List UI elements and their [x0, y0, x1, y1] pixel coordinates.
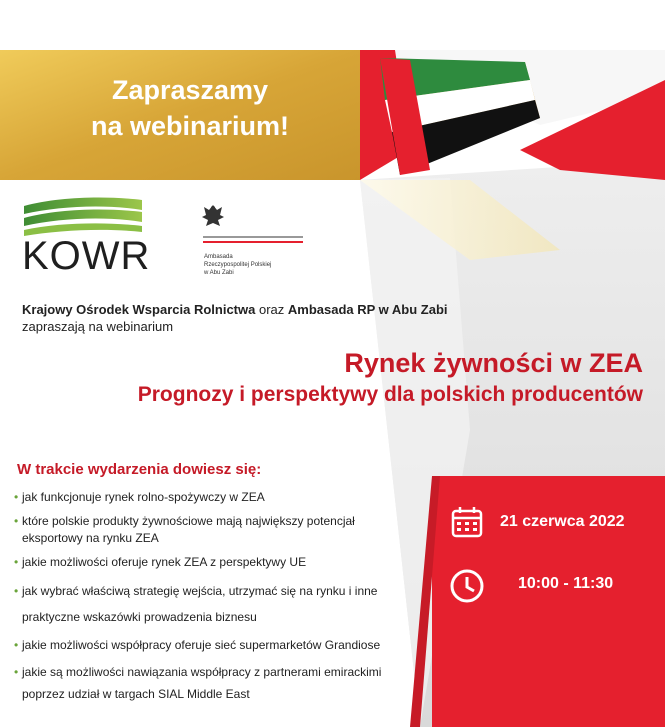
list-item: • jakie są możliwości nawiązania współpracy z partnerami emirackimi poprzez udział w targach SIAL Middle East — [14, 661, 414, 705]
invite-line-2: na webinarium! — [90, 111, 290, 141]
list-item: • które polskie produkty żywnościowe mają największy potencjał eksportowy na rynku ZEA — [14, 514, 355, 545]
kowr-logo-icon — [24, 198, 142, 236]
embassy-line-2: Rzeczypospolitej Polskiej — [204, 262, 272, 268]
organizers-connector: oraz — [255, 302, 288, 317]
event-time: 10:00 - 11:30 — [518, 575, 614, 592]
learn-heading: W trakcie wydarzenia dowiesz się: — [17, 461, 262, 478]
list-item: • jak funkcjonuje rynek rolno-spożywczy w ZEA — [14, 490, 265, 504]
list-item: • jakie możliwości współpracy oferuje sieć supermarketów Grandiose — [14, 638, 381, 652]
embassy-line-3: w Abu Zabi — [204, 270, 234, 276]
webinar-title — [138, 347, 643, 409]
kowr-logo-text: KOWR — [22, 234, 151, 278]
uae-flag-icon — [380, 58, 540, 175]
title-subtitle: Prognozy i perspektywy dla polskich producentów — [137, 383, 643, 406]
invite-line-1: Zapraszamy — [111, 75, 269, 105]
organizer-embassy: Ambasada RP w Abu Zabi — [287, 302, 448, 317]
bullet-icon: • — [14, 514, 19, 528]
bullet-icon: • — [14, 555, 19, 569]
organizer-kowr: Krajowy Ośrodek Wsparcia Rolnictwa — [22, 302, 256, 317]
learn-list — [14, 489, 424, 712]
bullet-icon: • — [14, 638, 19, 652]
list-item: • jak wybrać właściwą strategię wejścia, utrzymać się na rynku i inne praktyczne wskazówki prowadzenia biznesu — [14, 578, 384, 630]
bullet-icon: • — [14, 665, 19, 679]
embassy-logo-text — [204, 253, 271, 277]
list-item: • jakie możliwości oferuje rynek ZEA z perspektywy UE — [14, 555, 307, 569]
invite-heading — [70, 72, 310, 144]
organizers-line-2: zapraszają na webinarium — [22, 319, 174, 334]
polish-eagle-icon — [202, 205, 224, 226]
title-main: Rynek żywności w ZEA — [344, 348, 643, 378]
organizers-text — [22, 301, 472, 335]
bullet-icon: • — [14, 490, 19, 504]
event-date: 21 czerwca 2022 — [500, 513, 625, 530]
embassy-line-1: Ambasada — [204, 254, 233, 260]
bullet-icon: • — [14, 584, 19, 598]
